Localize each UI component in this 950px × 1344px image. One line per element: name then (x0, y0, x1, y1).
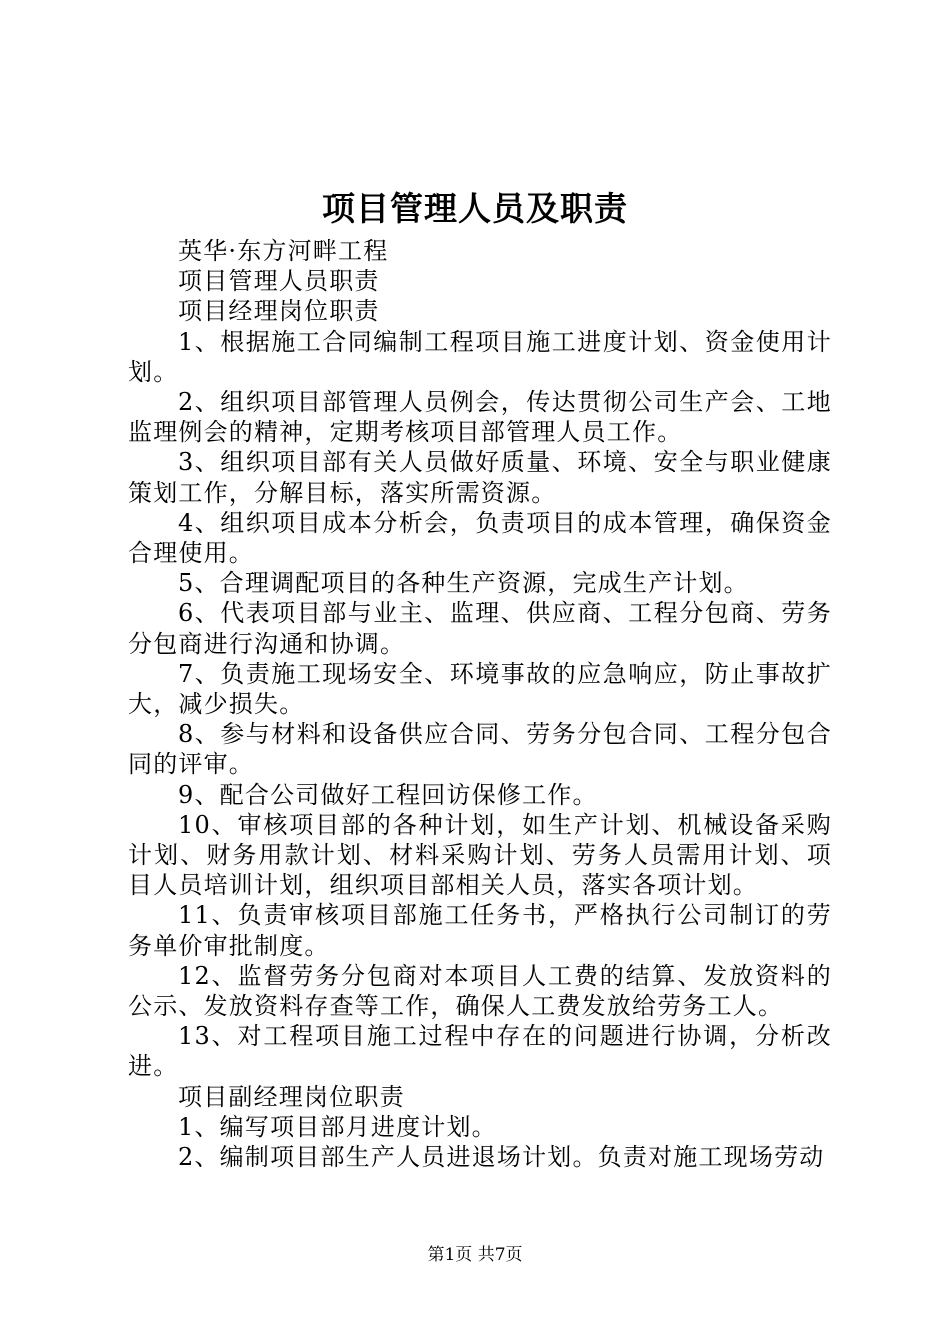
paragraph: 9、配合公司做好工程回访保修工作。 (178, 780, 598, 809)
paragraph: 13、对工程项目施工过程中存在的问题进行协调，分析改进。 (128, 1022, 832, 1081)
paragraph: 1、根据施工合同编制工程项目施工进度计划、资金使用计划。 (128, 327, 832, 386)
paragraph: 项目经理岗位职责 (178, 297, 380, 326)
paragraph: 2、组织项目部管理人员例会，传达贯彻公司生产会、工地监理例会的精神，定期考核项目部管理人员工作。 (128, 388, 832, 447)
paragraph: 5、合理调配项目的各种生产资源，完成生产计划。 (178, 569, 749, 598)
paragraph: 11、负责审核项目部施工任务书，严格执行公司制订的劳务单价审批制度。 (128, 901, 832, 960)
paragraph: 10、审核项目部的各种计划，如生产计划、机械设备采购计划、财务用款计划、材料采购计划、劳务人员需用计划、项目人员培训计划，组织项目部相关人员，落实各项计划。 (128, 810, 832, 900)
paragraph: 2、编制项目部生产人员进退场计划。负责对施工现场劳动 (178, 1143, 825, 1172)
document-body (128, 236, 832, 1172)
paragraph: 项目副经理岗位职责 (178, 1082, 405, 1111)
paragraph: 6、代表项目部与业主、监理、供应商、工程分包商、劳务分包商进行沟通和协调。 (128, 599, 832, 658)
paragraph: 1、编写项目部月进度计划。 (178, 1112, 497, 1141)
page-footer: 第1页 共7页 (427, 1245, 523, 1265)
paragraph: 项目管理人员职责 (178, 267, 380, 296)
paragraph: 7、负责施工现场安全、环境事故的应急响应，防止事故扩大，减少损失。 (128, 659, 832, 719)
paragraph: 3、组织项目部有关人员做好质量、环境、安全与职业健康策划工作，分解目标，落实所需资源。 (128, 448, 832, 507)
paragraph: 8、参与材料和设备供应合同、劳务分包合同、工程分包合同的评审。 (128, 720, 832, 779)
paragraph: 英华·东方河畔工程 (178, 237, 389, 265)
paragraph: 12、监督劳务分包商对本项目人工费的结算、发放资料的公示、发放资料存查等工作，确保人工费发放给劳务工人。 (128, 961, 832, 1021)
document-title: 项目管理人员及职责 (322, 189, 628, 228)
paragraph: 4、组织项目成本分析会，负责项目的成本管理，确保资金合理使用。 (128, 508, 832, 568)
